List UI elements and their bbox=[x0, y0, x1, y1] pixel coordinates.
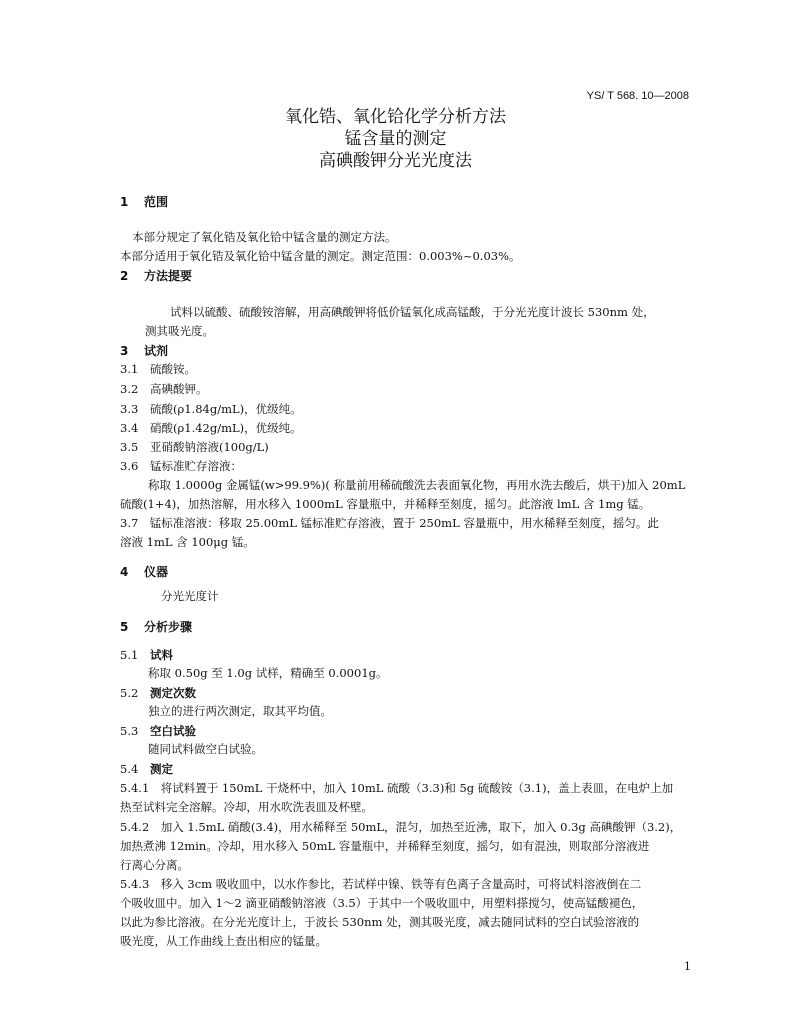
title-line-3: 高碘酸钾分光光度法 bbox=[319, 151, 472, 171]
section-3-heading: 3 试剂 bbox=[120, 344, 169, 358]
step-5-4-1-line-1: 5.4.1 将试料置于 150mL 干烧杯中，加入 10mL 硫酸（3.3)和 5g 硫酸铵（3.1)，盖上表皿，在电炉上加 bbox=[120, 781, 674, 795]
reagent-3-6-line-1: 称取 1.0000g 金属锰(w>99.9%)( 称量前用稀硫酸洗去表面氧化物，再用水洗去酸后，烘干)加入 20mL bbox=[148, 478, 686, 492]
step-5-4-3-line-2: 个吸收皿中。加入 1～2 滴亚硝酸钠溶液（3.5）于其中一个吸收皿中，用塑料搽搅匀，使高锰酸褪色， bbox=[120, 896, 644, 910]
standard-code: YS/ T 568. 10—2008 bbox=[586, 90, 689, 102]
section-4-para: 分光光度计 bbox=[161, 589, 219, 603]
title-line-2: 锰含量的测定 bbox=[344, 129, 447, 149]
section-1-para-2: 本部分适用于氧化锆及氧化铪中锰含量的测定。测定范围：0.003%~0.03%。 bbox=[120, 249, 521, 263]
reagent-item: 3.5 亚硝酸钠溶液(100g/L) bbox=[120, 440, 269, 454]
page-number: 1 bbox=[684, 960, 691, 973]
step-5-4-2-line-2: 加热煮沸 12min。冷却，用水移入 50mL 容量瓶中，并稀释至刻度，摇匀，如有混浊，则取部分溶液进 bbox=[120, 839, 650, 853]
step-5-4-2-line-1: 5.4.2 加入 1.5mL 硝酸(3.4)，用水稀释至 50mL，混匀，加热至近沸，取下，加入 0.3g 高碘酸钾（3.2)， bbox=[120, 820, 682, 834]
subsection-5-4-heading: 5.4 测定 bbox=[120, 762, 173, 776]
subsection-5-3-text: 随同试料做空白试验。 bbox=[148, 742, 263, 756]
subsection-5-2-heading: 5.2 测定次数 bbox=[120, 686, 196, 700]
section-2-para-line-1: 试料以硫酸、硫酸铵溶解，用高碘酸钾将低价锰氧化成高锰酸，于分光光度计波长 530nm 处， bbox=[170, 305, 655, 319]
reagent-3-7-line-1: 3.7 锰标准溶液：移取 25.00mL 锰标准贮存溶液，置于 250mL 容量瓶中，用水稀释至刻度，摇匀。此 bbox=[120, 516, 659, 530]
reagent-3-7-line-2: 溶液 1mL 含 100μg 锰。 bbox=[120, 535, 255, 549]
subsection-5-2-text: 独立的进行两次测定，取其平均值。 bbox=[148, 704, 332, 718]
subsection-5-3-heading: 5.3 空白试验 bbox=[120, 724, 196, 738]
step-5-4-2-line-3: 行离心分离。 bbox=[120, 858, 189, 872]
reagent-item: 3.3 硫酸(ρ1.84g/mL)，优级纯。 bbox=[120, 402, 302, 416]
reagent-3-6-line-2: 硫酸(1+4)，加热溶解，用水移入 1000mL 容量瓶中，并稀释至刻度，摇匀。此溶液 lmL 含 1mg 锰。 bbox=[120, 497, 651, 511]
step-5-4-3-line-3: 以此为参比溶液。在分光光度计上，于波长 530nm 处，测其吸光度，减去随同试料的空白试验溶液的 bbox=[120, 915, 640, 929]
reagent-item: 3.4 硝酸(ρ1.42g/mL)，优级纯。 bbox=[120, 421, 302, 435]
subsection-5-1-text: 称取 0.50g 至 1.0g 试样，精确至 0.0001g。 bbox=[148, 666, 388, 680]
section-2-heading: 2 方法提要 bbox=[120, 269, 193, 283]
section-2-para-line-2: 测其吸光度。 bbox=[145, 324, 214, 338]
step-5-4-3-line-4: 吸光度，从工作曲线上查出相应的锰量。 bbox=[120, 934, 327, 948]
reagent-item: 3.1 硫酸铵。 bbox=[120, 362, 196, 376]
subsection-5-1-heading: 5.1 试料 bbox=[120, 648, 173, 662]
section-1-para-1: 本部分规定了氧化锆及氧化铪中锰含量的测定方法。 bbox=[132, 230, 397, 244]
title-line-1: 氧化锆、氧化铪化学分析方法 bbox=[285, 107, 506, 127]
reagent-item: 3.6 锰标准贮存溶液： bbox=[120, 459, 242, 473]
section-4-heading: 4 仪器 bbox=[120, 565, 169, 579]
section-1-heading: 1 范围 bbox=[120, 195, 169, 209]
step-5-4-3-line-1: 5.4.3 移入 3cm 吸收皿中，以水作参比，若试样中镍、铁等有色离子含量高时，可将试料溶液倒在二 bbox=[120, 877, 642, 891]
step-5-4-1-line-2: 热至试料完全溶解。冷却，用水吹洗表皿及杯壁。 bbox=[120, 800, 373, 814]
section-5-heading: 5 分析步骤 bbox=[120, 620, 193, 634]
reagent-item: 3.2 高碘酸钾。 bbox=[120, 382, 208, 396]
